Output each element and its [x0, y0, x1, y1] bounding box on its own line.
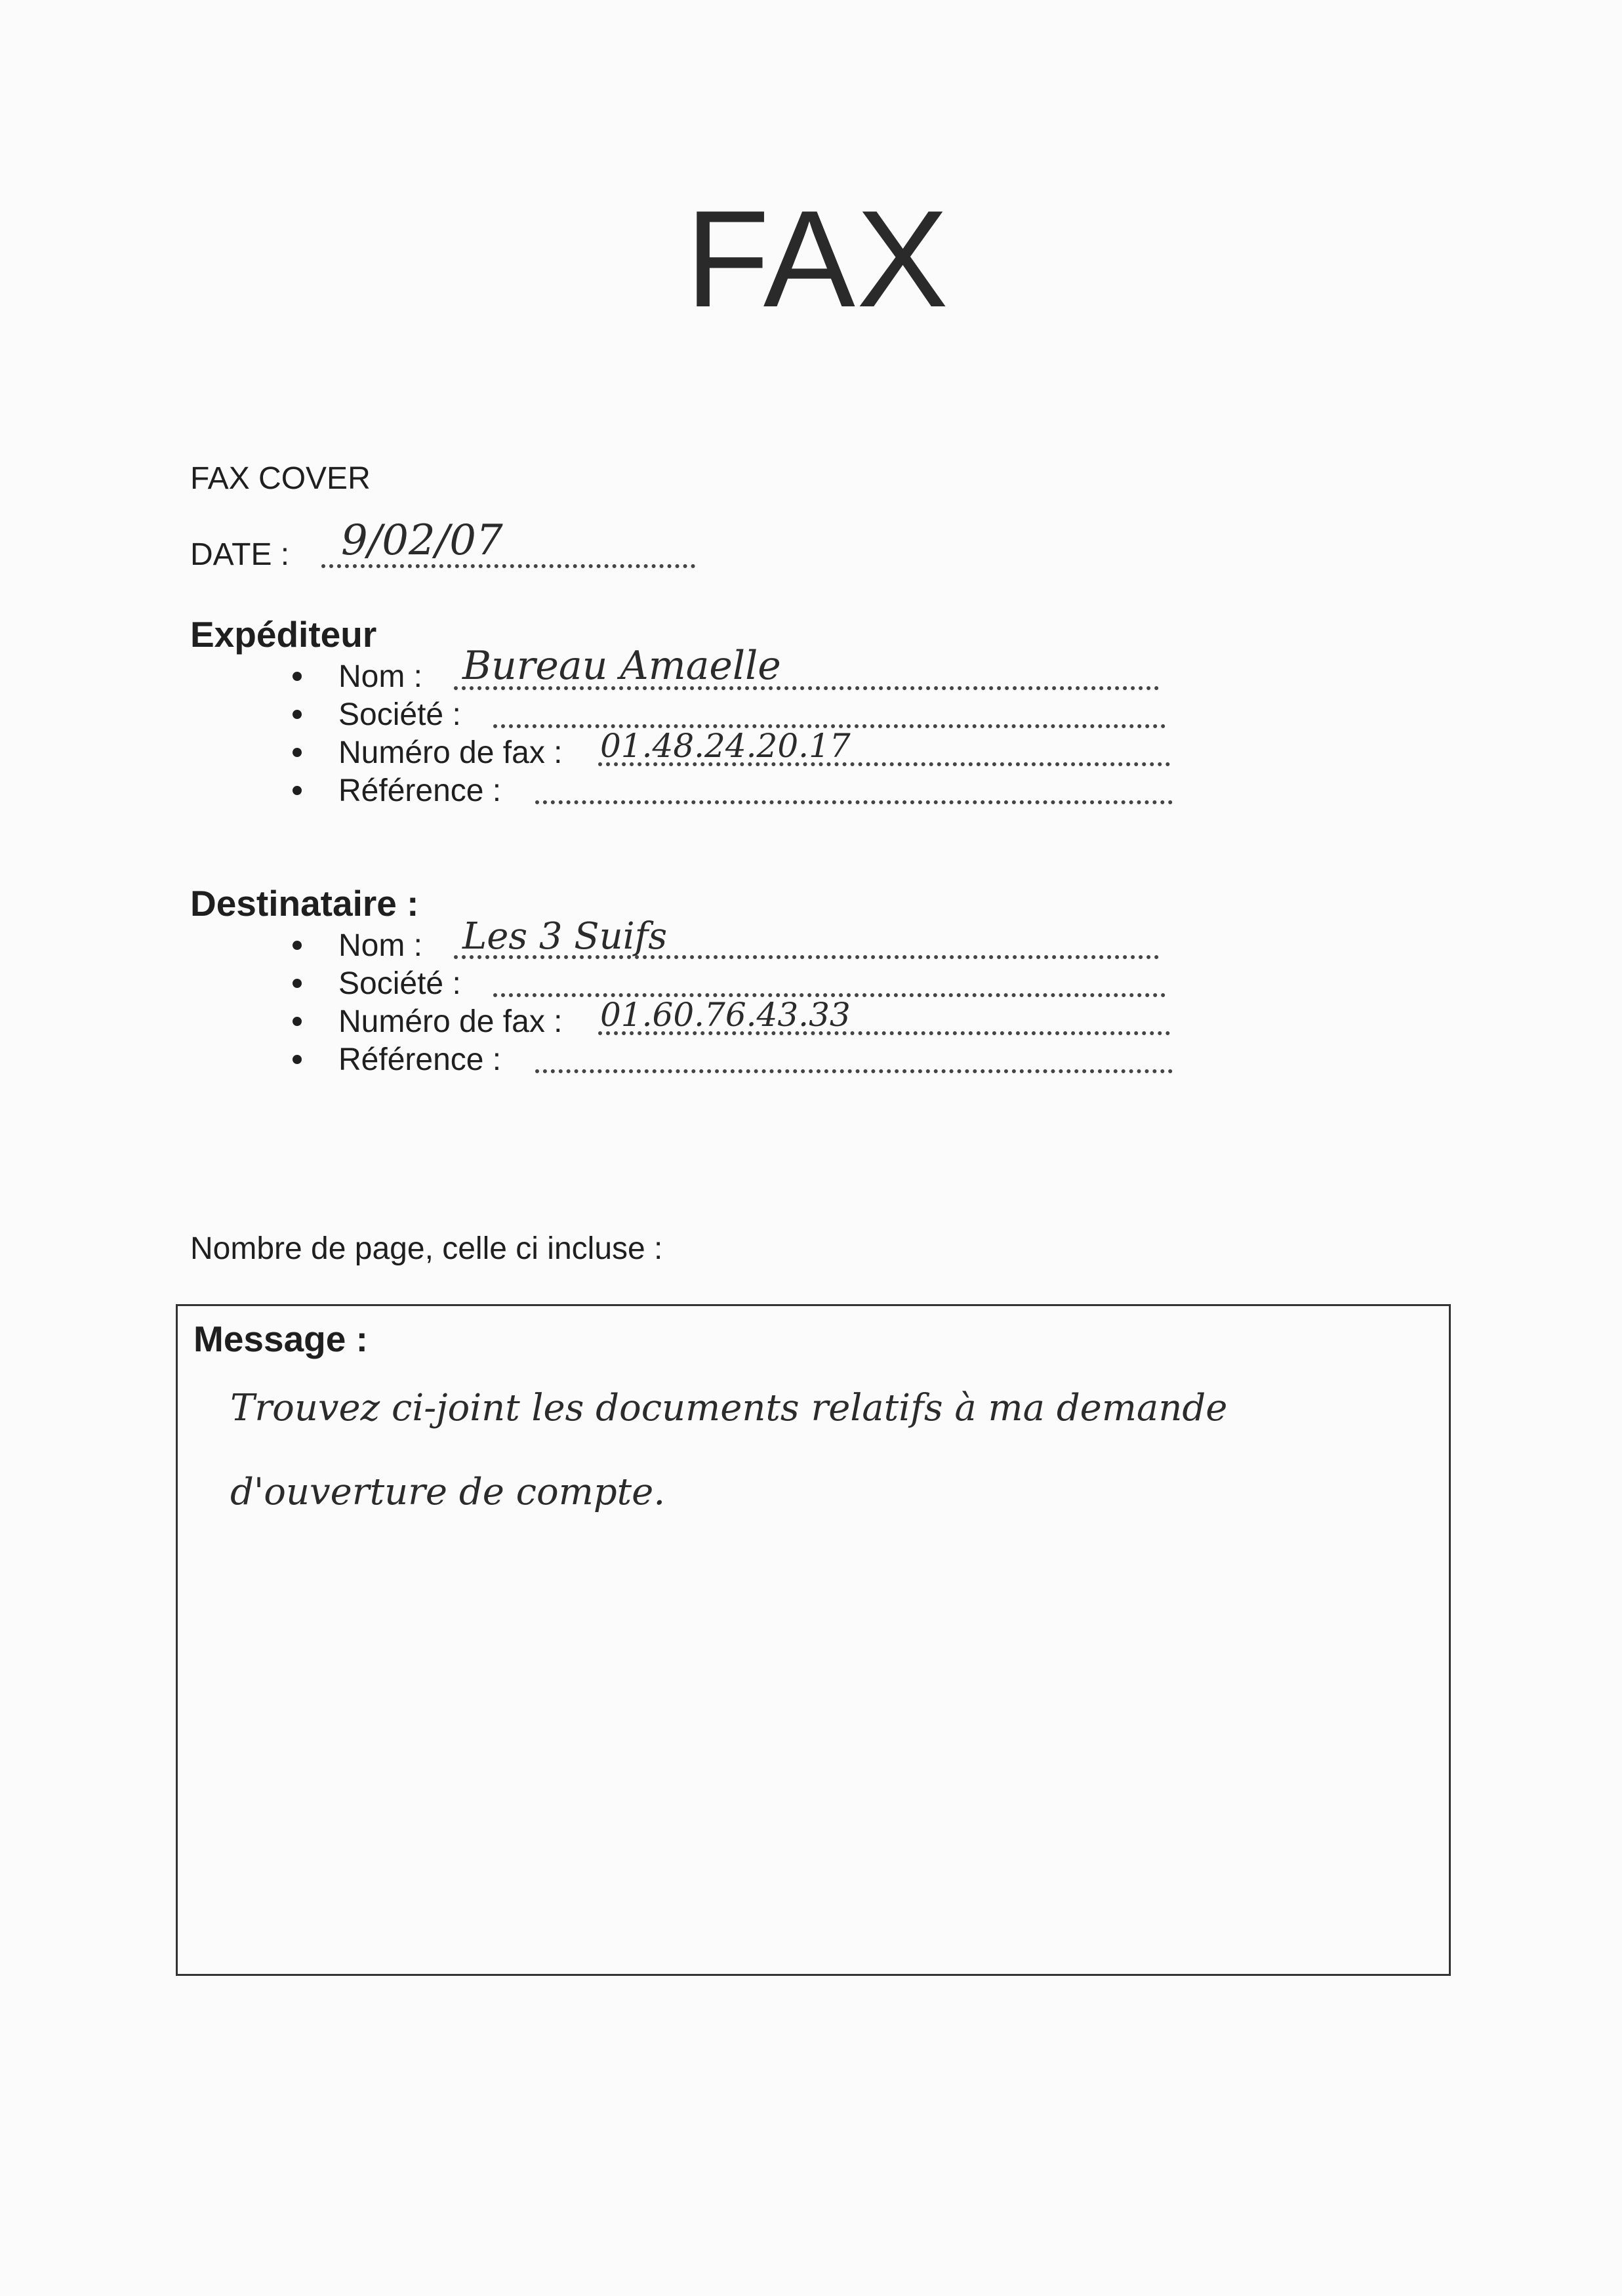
- bullet-icon: [293, 979, 302, 988]
- bullet-icon: [293, 786, 302, 795]
- destinataire-societe-label: Société :: [338, 966, 461, 1001]
- destinataire-reference-dotted-line: [535, 1069, 1173, 1073]
- bullet-icon: [293, 941, 302, 950]
- bullet-icon: [293, 710, 302, 719]
- page-count-label: Nombre de page, celle ci incluse :: [190, 1231, 663, 1266]
- expediteur-societe-label: Société :: [338, 697, 461, 732]
- destinataire-fax-label: Numéro de fax :: [338, 1004, 563, 1039]
- expediteur-nom-label: Nom :: [338, 659, 423, 694]
- destinataire-nom-label: Nom :: [338, 928, 423, 963]
- destinataire-fax-value: 01.60.76.43.33: [600, 996, 851, 1034]
- expediteur-reference-dotted-line: [535, 800, 1173, 804]
- page-title: FAX: [685, 182, 950, 336]
- message-text: Trouvez ci-joint les documents relatifs à ma demande d'ouverture de compte.: [230, 1387, 1228, 1513]
- expediteur-nom-value: Bureau Amaelle: [462, 643, 781, 689]
- fax-cover-label: FAX COVER: [190, 461, 371, 496]
- date-value: 9/02/07: [341, 516, 503, 565]
- bullet-icon: [293, 672, 302, 681]
- expediteur-heading: Expéditeur: [190, 614, 377, 655]
- expediteur-fax-label: Numéro de fax :: [338, 735, 563, 770]
- expediteur-fax-value: 01.48.24.20.17: [600, 727, 851, 765]
- bullet-icon: [293, 748, 302, 757]
- bullet-icon: [293, 1055, 302, 1064]
- bullet-icon: [293, 1017, 302, 1026]
- destinataire-reference-label: Référence :: [338, 1042, 502, 1077]
- destinataire-heading: Destinataire :: [190, 883, 419, 924]
- date-label: DATE :: [190, 537, 290, 572]
- message-label: Message :: [193, 1319, 368, 1359]
- message-box: [176, 1304, 1451, 1976]
- expediteur-reference-label: Référence :: [338, 773, 502, 808]
- destinataire-nom-value: Les 3 Suifs: [462, 915, 668, 958]
